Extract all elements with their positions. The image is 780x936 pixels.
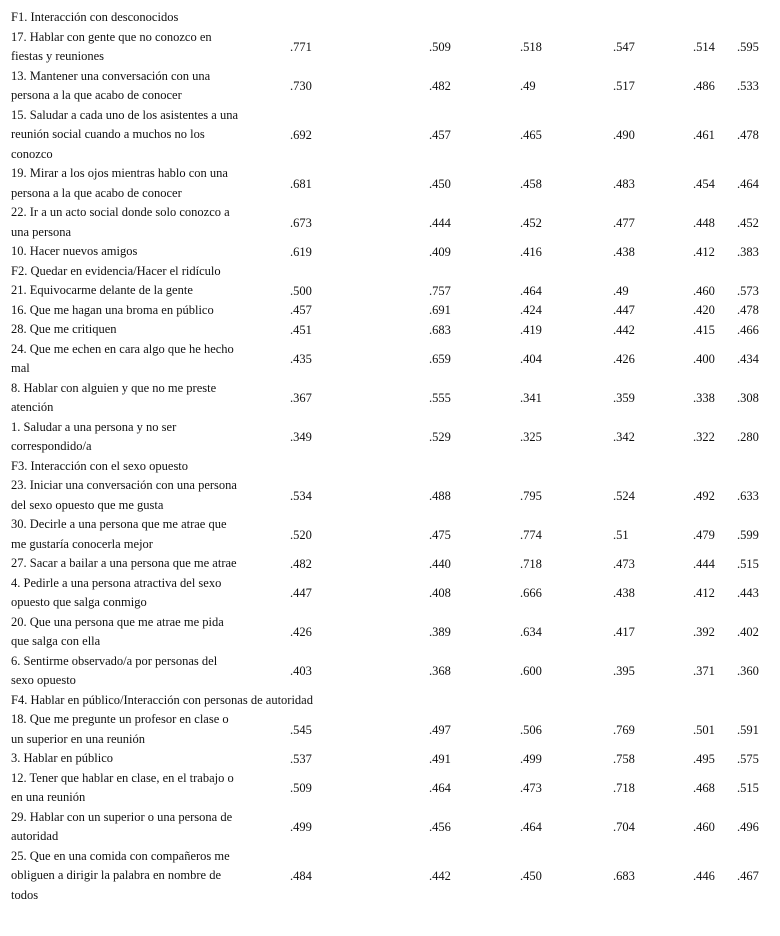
loading-value-f5: .322 <box>693 430 715 444</box>
item-label: 29. Hablar con un superior o una persona de autoridad <box>11 809 233 843</box>
loading-value-f6: .402 <box>737 625 759 639</box>
loading-value-f4: .704 <box>613 820 635 834</box>
loading-value-f4: .438 <box>613 244 635 259</box>
loading-value-f4: .438 <box>613 586 635 600</box>
loading-value-f4: .547 <box>613 40 635 54</box>
loading-value-f1: .545 <box>290 722 312 737</box>
loading-value-f4: .426 <box>613 352 635 366</box>
loading-value-f1: .509 <box>290 781 312 795</box>
loading-value-f3: .518 <box>520 40 542 54</box>
loading-value-f2: .408 <box>429 586 451 600</box>
loading-value-f5: .415 <box>693 322 715 337</box>
loading-value-f2: .491 <box>429 751 451 766</box>
loading-value-f5: .446 <box>693 868 715 883</box>
loading-value-f6: .280 <box>737 430 759 444</box>
loading-value-f1: .673 <box>290 215 312 230</box>
loading-value-f2: .456 <box>429 820 451 834</box>
item-label: 8. Hablar con alguien y que no me preste atención <box>11 380 217 414</box>
loading-value-f5: .454 <box>693 176 715 191</box>
loading-value-f3: .450 <box>520 868 542 883</box>
loading-value-f1: .499 <box>290 820 312 834</box>
item-row <box>0 749 780 769</box>
loading-value-f6: .443 <box>737 586 759 600</box>
item-row <box>0 515 780 554</box>
loading-value-f1: .771 <box>290 40 312 54</box>
loading-value-f2: .442 <box>429 868 451 883</box>
loading-value-f5: .420 <box>693 303 715 318</box>
loading-value-f5: .392 <box>693 625 715 639</box>
loading-value-f1: .534 <box>290 488 312 503</box>
loading-value-f5: .468 <box>693 781 715 795</box>
item-label: 6. Sentirme observado/a por personas del sexo opuesto <box>11 653 218 687</box>
loading-value-f6: .591 <box>737 722 759 737</box>
factor-header <box>0 262 780 282</box>
loading-value-f2: .691 <box>429 303 451 318</box>
loading-value-f3: .341 <box>520 391 542 405</box>
loading-value-f3: .600 <box>520 664 542 678</box>
item-row <box>0 769 780 808</box>
loading-value-f1: .520 <box>290 527 312 542</box>
loading-value-f3: .424 <box>520 303 542 318</box>
loading-value-f2: .482 <box>429 79 451 93</box>
loading-value-f3: .666 <box>520 586 542 600</box>
loading-value-f6: .383 <box>737 244 759 259</box>
item-row <box>0 574 780 613</box>
loading-value-f5: .514 <box>693 40 715 54</box>
item-label: 1. Saludar a una persona y no ser correspondido/a <box>11 419 177 453</box>
loading-value-f6: .308 <box>737 391 759 405</box>
loading-value-f3: .473 <box>520 781 542 795</box>
loading-value-f2: .464 <box>429 781 451 795</box>
item-row <box>0 242 780 262</box>
factor-header <box>0 457 780 477</box>
item-row <box>0 67 780 106</box>
loading-value-f2: .757 <box>429 283 451 298</box>
loading-value-f3: .325 <box>520 430 542 444</box>
loading-value-f3: .718 <box>520 556 542 571</box>
loading-value-f3: .458 <box>520 176 542 191</box>
loading-value-f1: .484 <box>290 868 312 883</box>
loading-value-f6: .452 <box>737 215 759 230</box>
loading-value-f3: .499 <box>520 751 542 766</box>
loading-value-f1: .451 <box>290 322 312 337</box>
item-row <box>0 379 780 418</box>
loading-value-f2: .457 <box>429 127 451 142</box>
loading-value-f6: .575 <box>737 751 759 766</box>
loading-value-f5: .448 <box>693 215 715 230</box>
item-label: 30. Decirle a una persona que me atrae que me gustaría conocerla mejor <box>11 517 227 551</box>
loading-value-f1: .482 <box>290 556 312 571</box>
loading-value-f1: .500 <box>290 283 312 298</box>
loading-value-f5: .412 <box>693 586 715 600</box>
item-label: 25. Que en una comida con compañeros me obliguen a dirigir la palabra en nombre de todos <box>11 848 230 902</box>
loading-value-f2: .409 <box>429 244 451 259</box>
loading-value-f1: .447 <box>290 586 312 600</box>
loading-value-f2: .659 <box>429 352 451 366</box>
loading-value-f4: .490 <box>613 127 635 142</box>
loading-value-f2: .440 <box>429 556 451 571</box>
loading-value-f3: .49 <box>520 79 536 93</box>
item-label: 4. Pedirle a una persona atractiva del sexo opuesto que salga conmigo <box>11 575 222 609</box>
factor-title: F4. Hablar en público/Interacción con personas de autoridad <box>11 692 313 707</box>
loading-value-f2: .497 <box>429 722 451 737</box>
loading-value-f6: .478 <box>737 127 759 142</box>
factor-title: F3. Interacción con el sexo opuesto <box>11 458 189 473</box>
loading-value-f3: .506 <box>520 722 542 737</box>
loading-value-f4: .524 <box>613 488 635 503</box>
loading-value-f5: .461 <box>693 127 715 142</box>
item-label: 3. Hablar en público <box>11 751 114 765</box>
loading-value-f1: .367 <box>290 391 312 405</box>
item-row <box>0 808 780 847</box>
item-row <box>0 164 780 203</box>
factor-header <box>0 691 780 711</box>
loading-value-f5: .460 <box>693 283 715 298</box>
loading-value-f4: .477 <box>613 215 635 230</box>
item-row <box>0 340 780 379</box>
loading-value-f6: .496 <box>737 820 759 834</box>
loading-value-f2: .450 <box>429 176 451 191</box>
factor-header <box>0 8 780 28</box>
loading-value-f6: .467 <box>737 868 759 883</box>
loading-value-f6: .633 <box>737 488 759 503</box>
loading-value-f5: .460 <box>693 820 715 834</box>
item-label: 20. Que una persona que me atrae me pida que salga con ella <box>11 614 224 648</box>
loading-value-f6: .573 <box>737 283 759 298</box>
loading-value-f2: .509 <box>429 40 451 54</box>
loading-value-f1: .537 <box>290 751 312 766</box>
loading-value-f4: .683 <box>613 868 635 883</box>
loading-value-f6: .434 <box>737 352 759 366</box>
loading-value-f2: .488 <box>429 488 451 503</box>
item-label: 21. Equivocarme delante de la gente <box>11 283 193 297</box>
loading-value-f1: .730 <box>290 79 312 93</box>
item-row <box>0 554 780 574</box>
item-label: 17. Hablar con gente que no conozco en fiestas y reuniones <box>11 29 212 63</box>
loading-value-f3: .464 <box>520 283 542 298</box>
loading-value-f1: .457 <box>290 303 312 318</box>
loading-value-f5: .444 <box>693 556 715 571</box>
loading-value-f4: .417 <box>613 625 635 639</box>
factor-title: F1. Interacción con desconocidos <box>11 10 179 24</box>
item-row <box>0 652 780 691</box>
item-row <box>0 301 780 321</box>
loading-value-f5: .338 <box>693 391 715 405</box>
loading-value-f2: .683 <box>429 322 451 337</box>
item-label: 23. Iniciar una conversación con una persona del sexo opuesto que me gusta <box>11 478 237 512</box>
loading-value-f1: .426 <box>290 625 312 639</box>
item-label: 18. Que me pregunte un profesor en clase o un superior en una reunión <box>11 712 229 746</box>
loading-value-f4: .483 <box>613 176 635 191</box>
loading-value-f5: .495 <box>693 751 715 766</box>
factor-title: F2. Quedar en evidencia/Hacer el ridículo <box>11 263 221 278</box>
loading-value-f2: .368 <box>429 664 451 678</box>
loading-value-f6: .599 <box>737 527 759 542</box>
item-row <box>0 106 780 165</box>
loading-value-f1: .619 <box>290 244 312 259</box>
loading-value-f3: .452 <box>520 215 542 230</box>
loading-value-f6: .464 <box>737 176 759 191</box>
loading-value-f3: .419 <box>520 322 542 337</box>
loading-value-f5: .412 <box>693 244 715 259</box>
item-label: 12. Tener que hablar en clase, en el trabajo o en una reunión <box>11 770 234 804</box>
loading-value-f6: .515 <box>737 781 759 795</box>
item-row <box>0 281 780 301</box>
item-row <box>0 476 780 515</box>
loading-value-f6: .515 <box>737 556 759 571</box>
loading-value-f3: .404 <box>520 352 542 366</box>
loading-value-f4: .718 <box>613 781 635 795</box>
loading-value-f4: .51 <box>613 527 629 542</box>
item-row <box>0 847 780 906</box>
item-row <box>0 320 780 340</box>
loading-value-f2: .444 <box>429 215 451 230</box>
loading-value-f5: .501 <box>693 722 715 737</box>
loading-value-f1: .692 <box>290 127 312 142</box>
item-row <box>0 418 780 457</box>
loading-value-f6: .533 <box>737 79 759 93</box>
loading-value-f2: .475 <box>429 527 451 542</box>
loading-value-f5: .492 <box>693 488 715 503</box>
item-label: 10. Hacer nuevos amigos <box>11 244 138 258</box>
item-label: 15. Saludar a cada uno de los asistentes a una reunión social cuando a muchos no los conozco <box>11 107 239 161</box>
loading-value-f4: .517 <box>613 79 635 93</box>
item-label: 16. Que me hagan una broma en público <box>11 302 214 317</box>
loading-value-f3: .634 <box>520 625 542 639</box>
loading-value-f6: .466 <box>737 322 759 337</box>
loading-value-f2: .529 <box>429 430 451 444</box>
item-row <box>0 613 780 652</box>
loading-value-f5: .479 <box>693 527 715 542</box>
loading-value-f3: .416 <box>520 244 542 259</box>
item-label: 13. Mantener una conversación con una persona a la que acabo de conocer <box>11 68 211 102</box>
loading-value-f6: .595 <box>737 40 759 54</box>
item-row <box>0 203 780 242</box>
loading-value-f4: .442 <box>613 322 635 337</box>
loading-value-f3: .464 <box>520 820 542 834</box>
loading-value-f6: .360 <box>737 664 759 678</box>
loading-value-f3: .795 <box>520 488 542 503</box>
loading-value-f5: .400 <box>693 352 715 366</box>
item-label: 27. Sacar a bailar a una persona que me atrae <box>11 556 237 570</box>
loading-value-f1: .349 <box>290 430 312 444</box>
item-label: 24. Que me echen en cara algo que he hecho mal <box>11 341 234 375</box>
item-row <box>0 710 780 749</box>
loading-value-f4: .447 <box>613 303 635 318</box>
loading-value-f3: .774 <box>520 527 542 542</box>
item-label: 19. Mirar a los ojos mientras hablo con una persona a la que acabo de conocer <box>11 166 228 200</box>
item-label: 28. Que me critiquen <box>11 322 117 336</box>
loading-value-f1: .435 <box>290 352 312 366</box>
loading-value-f4: .49 <box>613 283 629 298</box>
item-row <box>0 28 780 67</box>
loading-value-f2: .555 <box>429 391 451 405</box>
item-label: 22. Ir a un acto social donde solo conozco a una persona <box>11 205 230 239</box>
loading-value-f4: .359 <box>613 391 635 405</box>
loading-value-f6: .478 <box>737 303 759 318</box>
loading-value-f1: .403 <box>290 664 312 678</box>
loading-value-f4: .758 <box>613 751 635 766</box>
loading-value-f5: .371 <box>693 664 715 678</box>
loading-value-f3: .465 <box>520 127 542 142</box>
loading-value-f4: .473 <box>613 556 635 571</box>
loading-value-f4: .342 <box>613 430 635 444</box>
loading-value-f4: .769 <box>613 722 635 737</box>
loading-value-f2: .389 <box>429 625 451 639</box>
loading-value-f4: .395 <box>613 664 635 678</box>
loading-value-f1: .681 <box>290 176 312 191</box>
loading-value-f5: .486 <box>693 79 715 93</box>
